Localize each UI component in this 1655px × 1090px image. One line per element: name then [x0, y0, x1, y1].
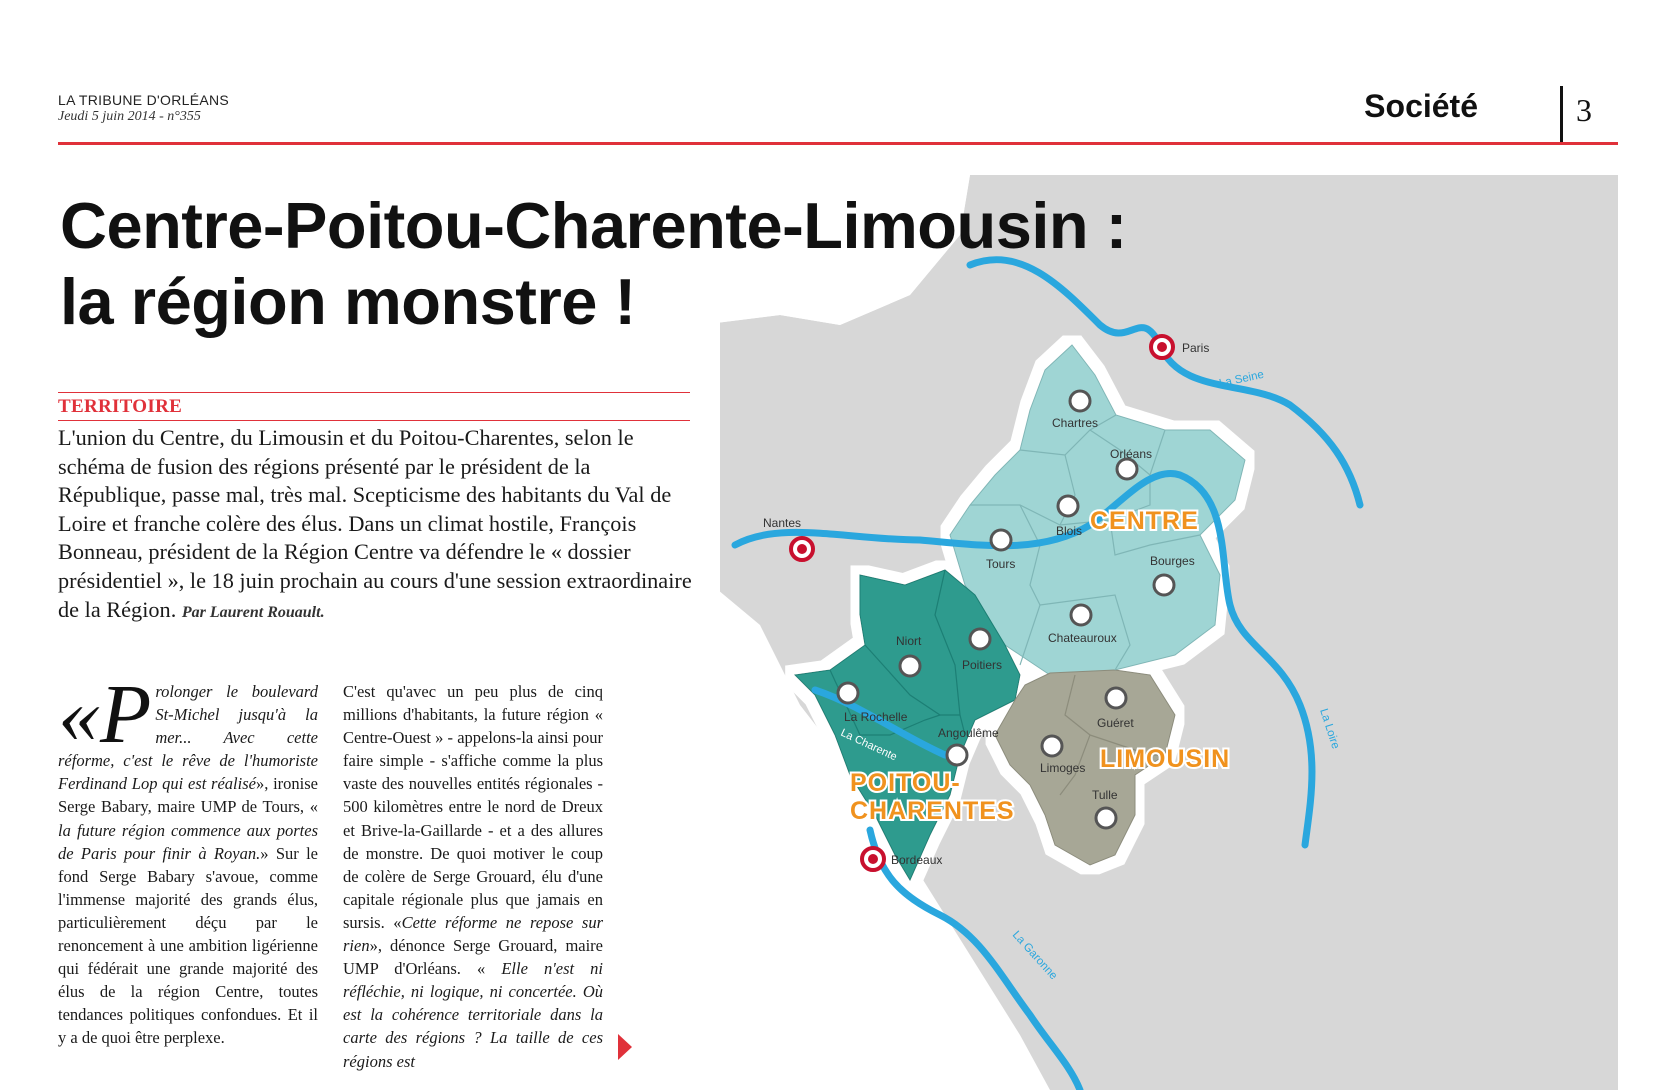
- body-quote: rolonger le boulevard St-Michel jusqu'à la mer... Avec cette réforme, c'est le rêve de l'humoriste Ferdinand Lop qui est réalisé: [58, 682, 318, 794]
- drop-cap: «P: [58, 668, 152, 761]
- city-label: Guéret: [1097, 716, 1134, 730]
- kicker-rule-top: [58, 392, 690, 393]
- city-marker-poitiers: [970, 629, 990, 649]
- city-label: La Rochelle: [844, 710, 908, 724]
- city-label: Limoges: [1040, 761, 1086, 775]
- city-marker-chateauroux: [1071, 605, 1091, 625]
- city-marker-blois: [1058, 496, 1078, 516]
- newspaper-name: LA TRIBUNE D'ORLÉANS: [58, 92, 230, 108]
- body-text: » Sur le fond Serge Babary s'avoue, comme l'immense majorité des grands élus, particulièrement déçu par le renoncement à une ambition ligérienne qui fédérait une grande majorité des élus de la région Centre, toutes tendances politiques confondues. Et il y a de quoi être perplexe.: [58, 843, 318, 1048]
- body-column-1: [58, 668, 318, 1050]
- river-label: La Garonne: [1009, 928, 1060, 983]
- region-label-limousin: LIMOUSIN: [1100, 745, 1231, 773]
- river-label: La Charente: [838, 726, 899, 764]
- city-label: Chartres: [1052, 416, 1099, 430]
- continue-arrow-icon: [618, 1034, 632, 1060]
- city-marker-la-rochelle: [838, 683, 858, 703]
- city-label: Bourges: [1150, 554, 1195, 568]
- city-label: Poitiers: [962, 658, 1003, 672]
- body-text: C'est qu'avec un peu plus de cinq millions d'habitants, la future région « Centre-Ouest » - appelons-la ainsi pour faire simple - s'affiche comme la plus vaste des nouvelles entités régionales - 500 kilomètres entre le nord de Dreux et Brive-la-Gaillarde - et a des allures de monstre. De quoi motiver le coup de colère de Serge Grouard, élu d'une capitale régionale plus que jamais en sursis. «: [343, 682, 603, 932]
- city-marker-niort: [900, 656, 920, 676]
- city-label: Blois: [1056, 524, 1083, 538]
- river-label: La Seine: [1218, 368, 1266, 390]
- region-label-charentes: CHARENTES: [850, 797, 1015, 825]
- city-marker-bourges: [1154, 575, 1174, 595]
- river-label: La Loire: [1317, 707, 1342, 751]
- article-byline: Par Laurent Rouault.: [181, 603, 325, 621]
- kicker-rule-bottom: [58, 420, 690, 421]
- city-marker-chartres: [1070, 391, 1090, 411]
- city-label: Tours: [986, 557, 1016, 571]
- article-headline: [60, 188, 1127, 340]
- section-title: Société: [1364, 88, 1478, 124]
- issue-date: Jeudi 5 juin 2014 - n°355: [58, 109, 201, 124]
- city-label: Bordeaux: [891, 853, 943, 867]
- city-label: Tulle: [1092, 788, 1118, 802]
- body-text: », ironise Serge Babary, maire UMP de Tours, «: [58, 774, 318, 817]
- city-marker-gueret: [1106, 688, 1126, 708]
- body-quote: Elle n'est ni réfléchie, ni logique, ni concertée. Où est la cohérence territoriale dans la carte des régions ? La taille de ces régions est: [343, 959, 604, 1071]
- city-label: Niort: [896, 634, 922, 648]
- lead-text: L'union du Centre, du Limousin et du Poitou-Charentes, selon le schéma de fusion des régions présenté par le président de la République, passe mal, très mal. Scepticisme des habitants du Val de Loire et franche colère des élus. Dans un climat hostile, François Bonneau, président de la Région Centre va défendre le « dossier présidentiel », le 18 juin prochain au cours d'une session extraordinaire de la Région.: [58, 425, 692, 622]
- city-marker-tours: [991, 530, 1011, 550]
- body-column-2: [343, 680, 603, 1073]
- city-label: Orléans: [1110, 447, 1153, 461]
- city-marker-angouleme: [947, 745, 967, 765]
- masthead: [58, 92, 229, 125]
- city-marker-limoges: [1042, 736, 1062, 756]
- city-label: Chateauroux: [1048, 631, 1117, 645]
- region-label-centre: CENTRE: [1090, 507, 1199, 535]
- city-marker-tulle: [1096, 808, 1116, 828]
- city-label: Nantes: [763, 516, 802, 530]
- article-lead: [58, 424, 698, 627]
- body-text: », dénonce Serge Grouard, maire UMP d'Orléans. «: [343, 936, 603, 979]
- page-number: 3: [1576, 92, 1592, 128]
- header-rule: [58, 142, 1618, 145]
- body-quote: Cette réforme ne repose sur rien: [343, 912, 604, 956]
- headline-line-2: la région monstre !: [60, 265, 636, 338]
- city-label: Angoulême: [938, 726, 999, 740]
- article-kicker: TERRITOIRE: [58, 396, 183, 417]
- city-marker-orleans: [1117, 459, 1137, 479]
- headline-line-1: Centre-Poitou-Charente-Limousin :: [60, 189, 1127, 262]
- header-separator: [1560, 86, 1563, 142]
- region-label-poitou: POITOU-: [850, 769, 961, 797]
- body-quote: la future région commence aux portes de Paris pour finir à Royan.: [58, 820, 318, 863]
- city-label: Paris: [1182, 341, 1210, 355]
